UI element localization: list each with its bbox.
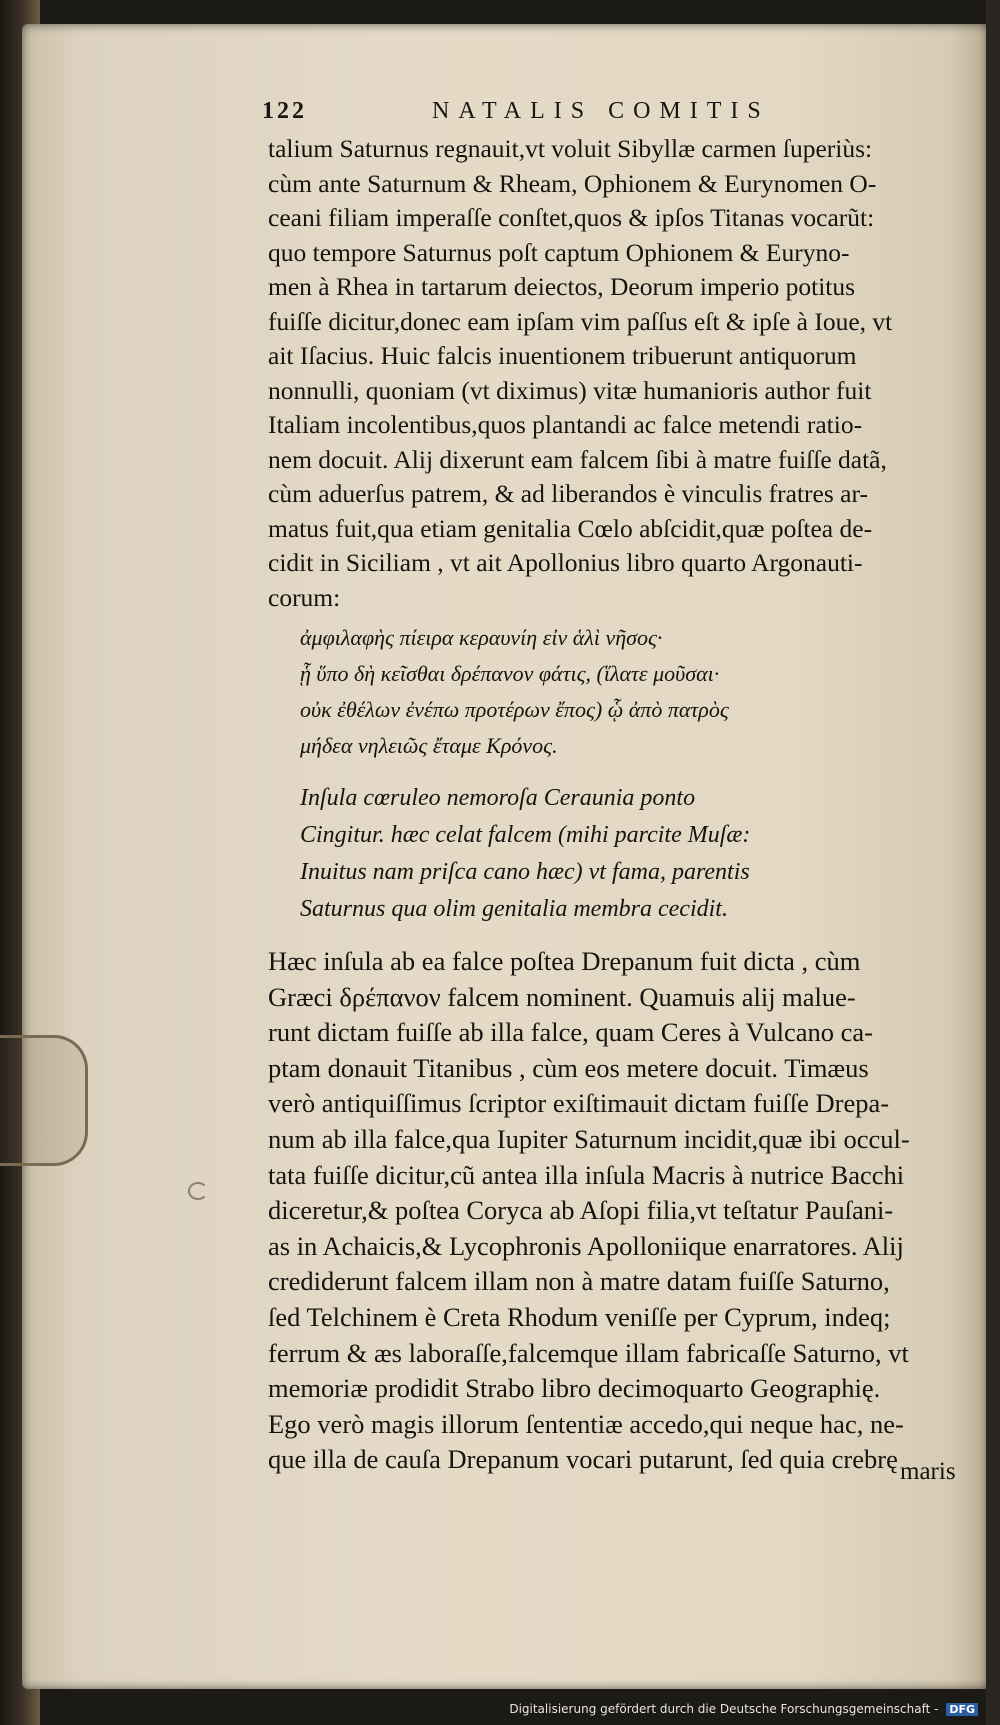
catchword: maris [900,1458,956,1485]
running-head [262,98,862,128]
text-line: verò antiquiſſimus ſcriptor exiſtimauit dictam fuiſſe Drepa- [268,1088,890,1119]
ink-mark [188,1182,208,1200]
text-line: as in Achaicis,& Lycophronis Apolloniique enarratores. Alij [268,1230,904,1261]
text-line: fuiſſe dicitur,donec eam ipſam vim paſſus eſt & ipſe à Ioue, vt [268,306,893,336]
text-line: nem docuit. Alij dixerunt eam falcem ſibi à matre fuiſſe datã, [268,444,887,474]
text-line: talium Saturnus regnauit,vt voluit Sibyllæ carmen ſuperiùs: [268,134,873,163]
greek-line: οὐκ ἐθέλων ἐνέπω προτέρων ἔπος) ᾧ ἀπὸ πατρὸς [300,697,729,722]
text-line: men à Rhea in tartarum deiectos, Deorum imperio potitus [268,272,856,301]
greek-line: ἀμφιλαφὴς πίειρα κεραυνίη εἰν ἁλὶ νῆσος· [300,625,663,650]
verse-line: Cingitur. hæc celat falcem (mihi parcite Muſæ: [300,822,751,848]
dfg-logo-icon: DFG [946,1703,978,1716]
text-line: ferrum & æs laboraſſe,falcemque illam fabricaſſe Saturno, vt [268,1337,909,1368]
text-line: ſed Telchinem è Creta Rhodum veniſſe per Cyprum, indeq; [268,1301,891,1332]
text-line: ait Iſacius. Huic falcis inuentionem tribuerunt antiquorum [268,341,857,370]
text-line: que illa de cauſa Drepanum vocari putarunt, ſed quia crebrę [268,1444,898,1475]
digitization-footer [509,1702,978,1720]
funding-note: Digitalisierung gefördert durch die Deutsche Forschungsgemeinschaft - [509,1702,939,1716]
text-line: diceretur,& poſtea Coryca ab Aſopi filia,vt teſtatur Pauſani- [268,1195,894,1226]
text-line: crediderunt falcem illam non à matre datam fuiſſe Saturno, [268,1266,890,1297]
text-line: memoriæ prodidit Strabo libro decimoquarto Geographię. [268,1373,881,1404]
page-right-edge [986,0,1000,1725]
book-clasp [0,1035,88,1166]
text-line: Græci δρέπανον falcem nominent. Quamuis alij malue- [268,981,856,1012]
prose-block-2 [268,944,910,1478]
text-line: corum: [268,582,341,612]
text-line: quo tempore Saturnus poſt captum Ophionem & Euryno- [268,237,850,267]
text-line: cidit in Siciliam , vt ait Apollonius libro quarto Argonauti- [268,548,863,577]
text-line: num ab illa falce,qua Iupiter Saturnum incidit,quæ ibi occul- [268,1123,910,1154]
prose-block-1 [268,132,892,615]
greek-line: ᾗ ὕπο δὴ κεῖσθαι δρέπανον φάτις, (ἵλατε μοῦσαι· [300,661,720,686]
running-title: NATALIS COMITIS [432,98,770,124]
verse-line: Inuitus nam priſca cano hæc) vt fama, parentis [300,859,750,885]
text-line: runt dictam fuiſſe ab illa falce, quam Ceres à Vulcano ca- [268,1017,873,1048]
text-line: tata fuiſſe dicitur,cũ antea illa inſula Macris à nutrice Bacchi [268,1159,905,1190]
page-number: 122 [262,98,307,124]
text-line: cùm ante Saturnum & Rheam, Ophionem & Eurynomen O- [268,168,877,198]
text-line: Italiam incolentibus,quos plantandi ac falce metendi ratio- [268,410,863,439]
verse-line: Inſula cœruleo nemoroſa Ceraunia ponto [300,785,696,811]
text-line: Hæc inſula ab ea falce poſtea Drepanum fuit dicta , cùm [268,946,861,976]
greek-line: μήδεα νηλειῶς ἔταμε Κρόνος. [300,733,558,758]
text-line: ptam donauit Titanibus , cùm eos metere docuit. Timæus [268,1052,869,1083]
text-line: matus fuit,qua etiam genitalia Cœlo abſcidit,quæ poſtea de- [268,513,873,543]
text-line: nonnulli, quoniam (vt diximus) vitæ humanioris author fuit [268,375,872,405]
text-line: Ego verò magis illorum ſententiæ accedo,qui neque hac, ne- [268,1408,904,1439]
verse-line: Saturnus qua olim genitalia membra cecidit. [300,896,728,922]
text-line: cùm aduerſus patrem, & ad liberandos è vinculis fratres ar- [268,479,868,508]
text-line: ceani filiam imperaſſe conſtet,quos & ipſos Titanas vocarũt: [268,203,875,232]
greek-quotation [300,620,729,764]
latin-verse [300,780,750,928]
